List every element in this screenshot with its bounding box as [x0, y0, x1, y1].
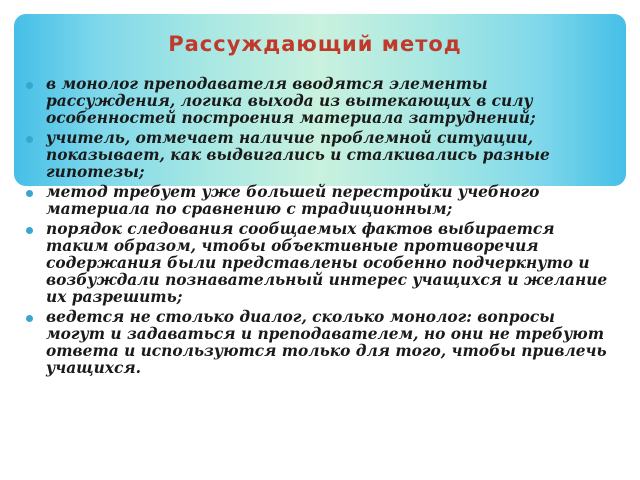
list-item-text: учитель, отмечает наличие проблемной ситуации, показывает, как выдвигались и сталкивались разные гипотезы;: [46, 129, 550, 181]
bullet-icon: [26, 190, 33, 197]
list-item-text: метод требует уже большей перестройки учебного материала по сравнению с традиционным;: [46, 183, 540, 218]
list-item-text: ведется не столько диалог, сколько монолог: вопросы могут и задаваться и преподавателем, но они не требуют ответа и используются только для того, чтобы привлечь учащихся.: [46, 308, 607, 377]
slide-title: Рассуждающий метод: [168, 32, 462, 56]
list-item-text: в монолог преподавателя вводятся элементы рассуждения, логика выхода из вытекающих в силу особенностей построения материала затруднений;: [46, 75, 536, 127]
list-item-text: порядок следования сообщаемых фактов выбирается таким образом, чтобы объективные противоречия содержания были представлены особенно подчеркнуто и возбуждали познавательный интерес учащихся и желание их разрешить;: [46, 220, 608, 306]
list-item: [24, 184, 614, 218]
list-item: [24, 130, 614, 181]
bullet-icon: [26, 136, 33, 143]
bullet-icon: [26, 227, 33, 234]
bullet-icon: [26, 82, 33, 89]
bullet-list: [24, 76, 614, 380]
list-item: [24, 221, 614, 306]
list-item: [24, 309, 614, 377]
bullet-icon: [26, 315, 33, 322]
list-item: [24, 76, 614, 127]
